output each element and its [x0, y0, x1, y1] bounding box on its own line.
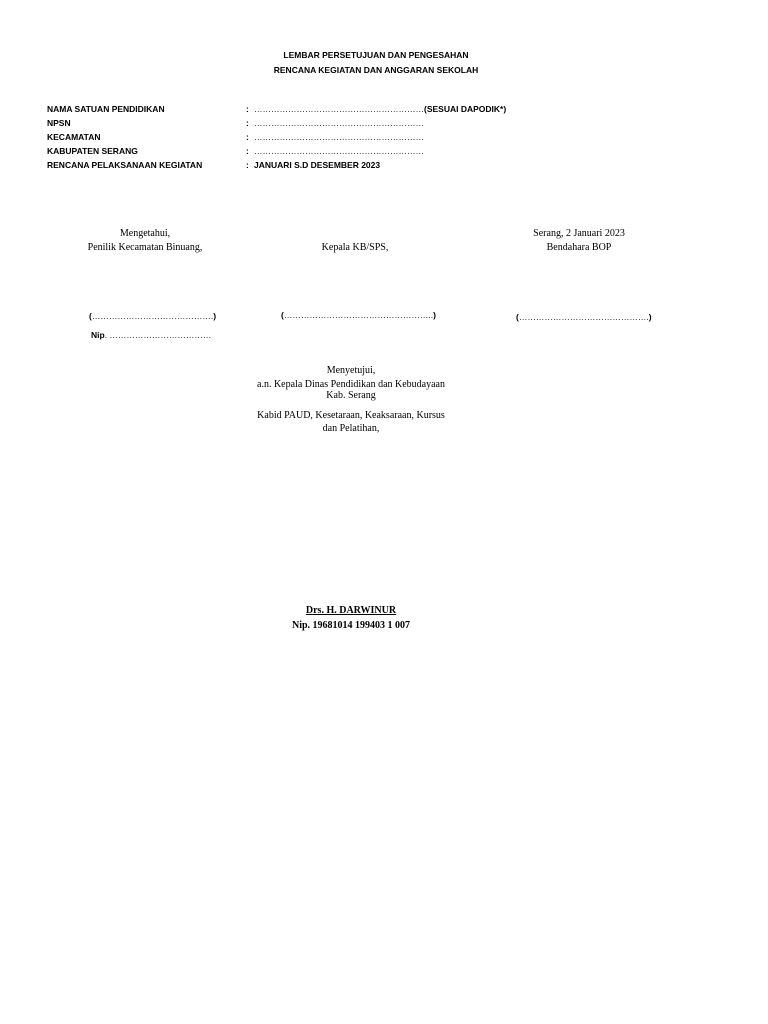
- field-value-rencana: JANUARI S.D DESEMBER 2023: [254, 160, 381, 170]
- paren-close: ): [213, 311, 217, 321]
- field-colon: :: [246, 146, 249, 156]
- field-value-kabupaten: ……………………………………………………: [254, 146, 424, 156]
- field-label-nama-satuan: NAMA SATUAN PENDIDIKAN: [47, 104, 165, 114]
- official-nip-line: [0, 620, 702, 631]
- approval-kab-serang: Kab. Serang: [326, 390, 376, 401]
- official-name: Drs. H. DARWINUR: [305, 605, 397, 616]
- sig-right-place-date: Serang, 2 Januari 2023: [533, 228, 625, 239]
- paren-close: ): [648, 312, 652, 322]
- field-colon: :: [246, 118, 249, 128]
- paren-open: (: [516, 312, 519, 322]
- field-colon: :: [246, 160, 249, 170]
- sig-left-mengetahui: Mengetahui,: [119, 228, 171, 239]
- field-label-rencana: RENCANA PELAKSANAAN KEGIATAN: [47, 160, 203, 170]
- document-title-line2: RENCANA KEGIATAN DAN ANGGARAN SEKOLAH: [273, 65, 479, 75]
- name-dots: ……………………………………………..: [283, 310, 434, 320]
- official-name-line: [0, 605, 702, 616]
- sig-middle-name-blank: [281, 310, 436, 320]
- field-value-kecamatan: ……………………………………………………: [254, 132, 424, 142]
- approval-menyetujui: Menyetujui,: [326, 365, 376, 376]
- sig-left-name-blank: [89, 311, 216, 321]
- official-nip: Nip. 19681014 199403 1 007: [291, 620, 411, 631]
- sig-right-name-blank: [516, 312, 652, 322]
- field-label-npsn: NPSN: [47, 118, 71, 128]
- paren-open: (: [281, 310, 284, 320]
- name-dots: …………………………………….: [91, 311, 214, 321]
- paren-open: (: [89, 311, 92, 321]
- field-dots: ……………………………………………………: [254, 104, 424, 114]
- approval-kabid-paud: Kabid PAUD, Kesetaraan, Keaksaraan, Kursus: [257, 410, 445, 421]
- sig-left-nip: [91, 325, 211, 343]
- approval-an-kepala-dinas: a.n. Kepala Dinas Pendidikan dan Kebudayaan: [257, 379, 445, 390]
- sig-middle-title: Kepala KB/SPS,: [321, 242, 389, 253]
- field-colon: :: [246, 104, 249, 114]
- field-label-kecamatan: KECAMATAN: [47, 132, 101, 142]
- nip-label: Nip: [91, 330, 105, 340]
- field-colon: :: [246, 132, 249, 142]
- nip-dots: . ………………………………: [104, 330, 212, 340]
- name-dots: ……………………………………….: [518, 312, 649, 322]
- document-title-line1: LEMBAR PERSETUJUAN DAN PENGESAHAN: [283, 50, 469, 60]
- field-value-nama-satuan: [254, 104, 506, 114]
- field-value-npsn: ……………………………………………………: [254, 118, 424, 128]
- field-suffix-dapodik: (SESUAI DAPODIK*): [424, 104, 507, 114]
- paren-close: ): [433, 310, 436, 320]
- field-label-kabupaten: KABUPATEN SERANG: [47, 146, 138, 156]
- sig-right-title: Bendahara BOP: [546, 242, 612, 253]
- sig-left-title: Penilik Kecamatan Binuang,: [87, 242, 203, 253]
- approval-dan-pelatihan: dan Pelatihan,: [322, 423, 380, 434]
